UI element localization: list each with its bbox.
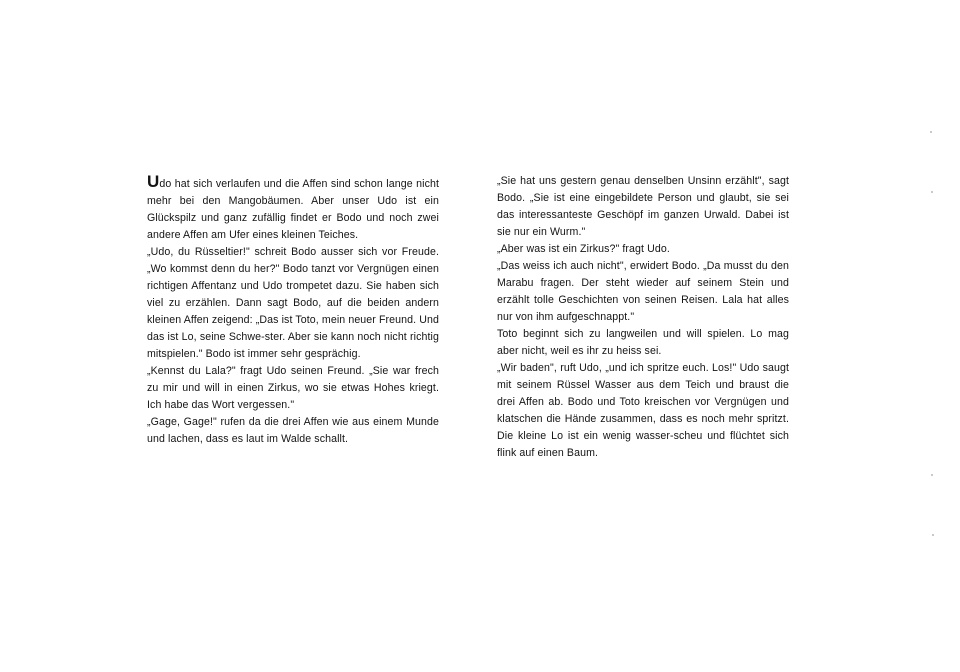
paragraph: „Aber was ist ein Zirkus?" fragt Udo. <box>497 243 670 255</box>
paragraph: „Gage, Gage!" rufen da die drei Affen wie aus einem Munde und lachen, dass es laut im Walde schallt. <box>147 416 439 445</box>
paragraph-text: do hat sich verlaufen und die Affen sind schon lange nicht mehr bei den Mangobäumen. Aber unser Udo ist ein Glückspilz und ganz zufällig findet er Bodo und noch zwei andere Affen am Ufer eines kleinen Teiches. <box>147 178 439 241</box>
paper-speck <box>931 474 933 476</box>
paragraph <box>147 173 439 244</box>
paragraph: Toto beginnt sich zu langweilen und will spielen. Lo mag aber nicht, weil es ihr zu heiss sei. <box>497 328 789 357</box>
paragraph: „Udo, du Rüsseltier!" schreit Bodo ausser sich vor Freude. „Wo kommst denn du her?" Bodo tanzt vor Vergnügen einen richtigen Affentanz und Udo trompetet dazu. Sie haben sich viel zu erzählen. Dann sagt Bodo, auf die beiden andern kleinen Affen zeigend: „Das ist Toto, mein neuer Freund. Und das ist Lo, seine Schwe-ster. Aber sie kann noch nicht richtig mitspielen." Bodo ist immer sehr gesprächig. <box>147 246 439 360</box>
paragraph: „Sie hat uns gestern genau denselben Unsinn erzählt", sagt Bodo. „Sie ist eine eingebildete Person und glaubt, sie sei das interessanteste Geschöpf im ganzen Urwald. Dabei ist sie nur ein Wurm." <box>497 175 789 238</box>
paragraph: „Das weiss ich auch nicht", erwidert Bodo. „Da musst du den Marabu fragen. Der steht wieder auf seinem Stein und erzählt tolle Geschichten von seinen Reisen. Lala hat alles nur von ihm aufgeschnappt." <box>497 260 789 323</box>
paragraph: „Kennst du Lala?" fragt Udo seinen Freund. „Sie war frech zu mir und will in einen Zirkus, wo sie etwas Hohes kriegt. Ich habe das Wort vergessen." <box>147 365 439 411</box>
drop-initial: U <box>147 172 160 191</box>
paper-speck <box>930 131 932 133</box>
paper-speck <box>932 534 934 536</box>
left-text-column <box>147 173 439 448</box>
paragraph: „Wir baden", ruft Udo, „und ich spritze euch. Los!" Udo saugt mit seinem Rüssel Wasser aus dem Teich und braust die drei Affen ab. Bodo und Toto kreischen vor Vergnügen und klatschen die Hände zusammen, dass es noch mehr spritzt. Die kleine Lo ist ein wenig wasser-scheu und flüchtet sich flink auf einen Baum. <box>497 362 789 459</box>
paper-speck <box>931 191 933 193</box>
right-text-column <box>497 173 789 462</box>
